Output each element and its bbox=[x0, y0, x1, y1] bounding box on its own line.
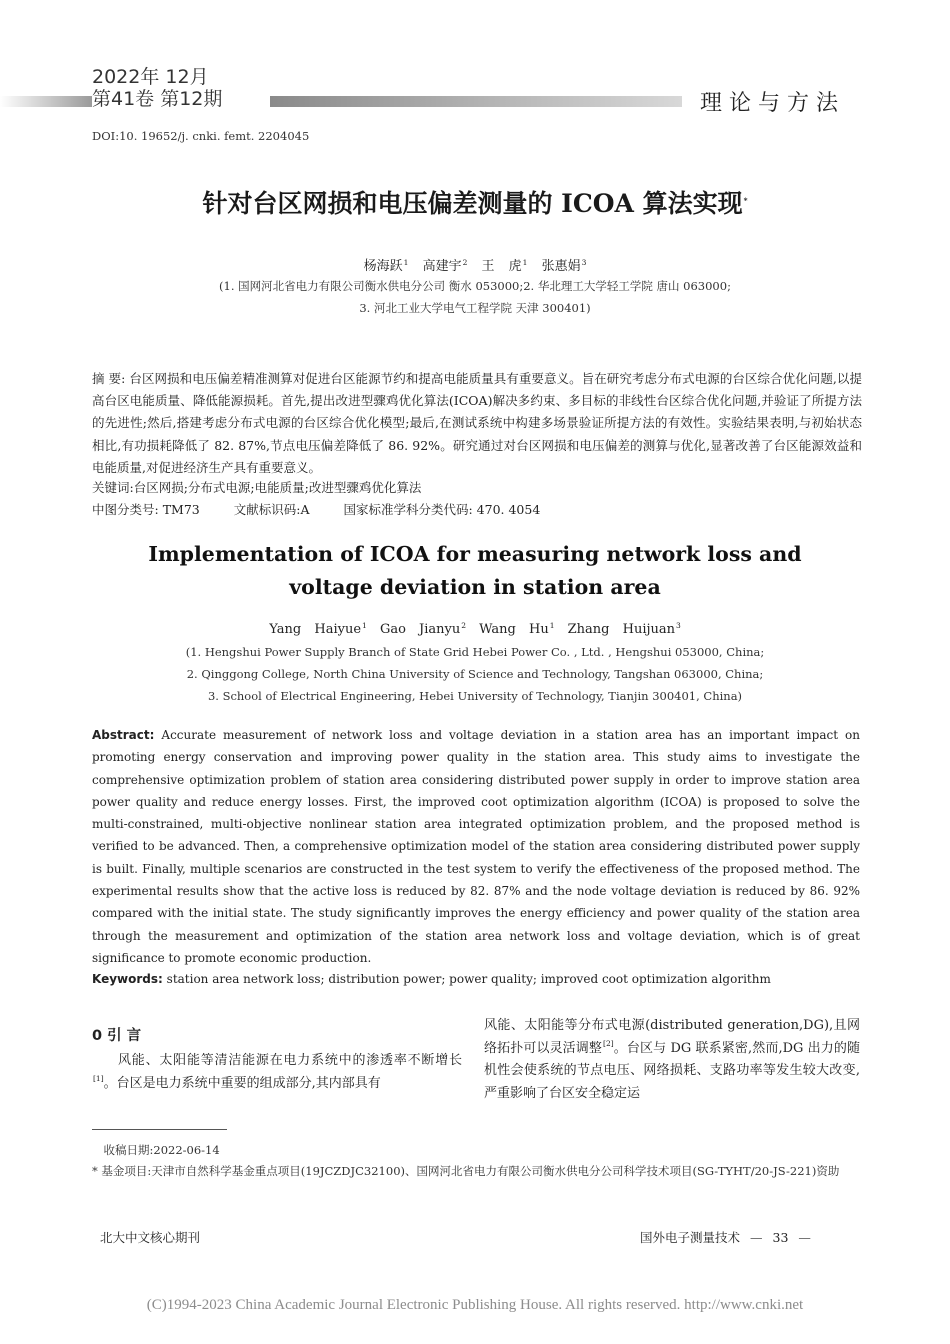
author-cn: 王 虎$^1$ bbox=[481, 257, 528, 274]
abstract-en bbox=[92, 724, 860, 969]
doc-code-value: A bbox=[300, 502, 310, 517]
abstract-cn bbox=[92, 368, 862, 479]
body-text: 。台区是电力系统中重要的组成部分,其内部具有 bbox=[103, 1075, 381, 1091]
clc-label: 中图分类号: bbox=[92, 502, 159, 517]
footer-core-journal: 北大中文核心期刊 bbox=[100, 1230, 201, 1245]
author-en: Yang Haiyue$^1$ bbox=[269, 620, 367, 637]
doi: DOI:10. 19652/j. cnki. femt. 2204045 bbox=[92, 129, 310, 143]
title-cn-footnote-mark: * bbox=[743, 195, 748, 205]
keywords-cn-label: 关键词: bbox=[92, 480, 134, 495]
authors-en bbox=[0, 622, 950, 637]
author-cn: 高建宇$^2$ bbox=[422, 257, 468, 274]
section-heading: 0 引 言 bbox=[92, 1028, 142, 1044]
footnote-funding: * 基金项目:天津市自然科学基金重点项目(19JCZDJC32100)、国网河北省电力有限公司衡水供电分公司科学技术项目(SG-TYHT/20-JS-221)资助 bbox=[92, 1164, 840, 1178]
footnote-received-date: 收稿日期:2022-06-14 bbox=[103, 1143, 220, 1157]
journal-date: 2022年 12月 bbox=[92, 66, 209, 88]
body-column-left bbox=[92, 1050, 462, 1095]
page-number: 33 bbox=[772, 1230, 789, 1245]
copyright-notice: (C)1994-2023 China Academic Journal Electronic Publishing House. All rights reserved. http://www.cnki.net bbox=[146, 1297, 804, 1313]
header-gradient-bar-middle bbox=[270, 96, 682, 107]
affiliation-en-line: 3. School of Electrical Engineering, Hebei University of Technology, Tianjin 300401, China) bbox=[207, 689, 743, 703]
classification-cn bbox=[92, 500, 540, 518]
affiliation-cn-line: 3. 河北工业大学电气工程学院 天津 300401) bbox=[359, 301, 591, 315]
abstract-en-label: Abstract: bbox=[92, 728, 155, 742]
keywords-en-label: Keywords: bbox=[92, 972, 163, 986]
abstract-cn-label: 摘 要: bbox=[92, 371, 126, 386]
citation-ref[interactable]: [2] bbox=[603, 1039, 614, 1049]
body-text: 风能、太阳能等清洁能源在电力系统中的渗透率不断增长 bbox=[118, 1053, 462, 1068]
std-code-label: 国家标准学科分类代码: bbox=[343, 502, 473, 517]
author-en: Gao Jianyu$^2$ bbox=[379, 620, 467, 637]
body-text: 风能、太阳能等分布式电源(distributed generation,DG),且网络拓扑可以灵活调整 bbox=[484, 1018, 860, 1056]
author-cn: 杨海跃$^1$ bbox=[363, 257, 409, 274]
author-cn: 张惠娟$^3$ bbox=[541, 257, 587, 274]
abstract-en-text: Accurate measurement of network loss and voltage deviation in a station area has an important impact on promoting energy conservation and improving power quality in the station area. This study aims to investigate the comprehensive optimization problem of station area considering distributed power supply in order to improve station area power quality and reduce energy losses. First, the improved coot optimization algorithm (ICOA) is proposed to solve the multi-constrained, multi-objective nonlinear station area integrated optimization problem, and the proposed method is verified to be advanced. Then, a comprehensive optimization model of the station area considering distributed power supply is built. Finally, multiple scenarios are constructed in the test system to verify the effectiveness of the proposed method. The experimental results show that the active loss is reduced by 82. 87% and the node voltage deviation is reduced by 86. 92% compared with the initial state. The study significantly improves the energy efficiency and power quality of the station area through the measurement and optimization of the station area network loss and voltage deviation, which is of great significance to promote economic production. bbox=[92, 728, 860, 965]
section-name: 理论与方法 bbox=[700, 91, 846, 116]
doc-code-label: 文献标识码: bbox=[233, 502, 301, 517]
footer-journal-page bbox=[640, 1228, 821, 1246]
footer-dash: — bbox=[750, 1230, 763, 1245]
abstract-cn-text: 台区网损和电压偏差精准测算对促进台区能源节约和提高电能质量具有重要意义。旨在研究考虑分布式电源的台区综合优化问题,以提高台区电能质量、降低能源损耗。首先,提出改进型骤鸡优化算法(ICOA)解决多约束、多目标的非线性台区综合优化问题,并验证了所提方法的先进性;然后,搭建考虑分布式电源的台区综合优化模型;最后,在测试系统中构建多场景验证所提方法的有效性。实验结果表明,与初始状态相比,有功损耗降低了 82. 87%,节点电压偏差降低了 86. 92%。研究通过对台区网损和电压偏差的测算与优化,显著改善了台区能源效益和电能质量,对促进经济生产具有重要意义。 bbox=[92, 371, 862, 475]
footnote-divider bbox=[92, 1129, 227, 1130]
footer-journal-name: 国外电子测量技术 bbox=[640, 1230, 741, 1245]
paper-title-cn bbox=[0, 184, 950, 220]
body-text: 。台区与 DG 联系紧密,然而,DG 出力的随机性会使系统的节点电压、网络损耗、支路功率等发生较大改变,严重影响了台区安全稳定运 bbox=[484, 1040, 860, 1101]
title-cn-text: 针对台区网损和电压偏差测量的 ICOA 算法实现 bbox=[202, 189, 743, 218]
keywords-cn-text: 台区网损;分布式电源;电能质量;改进型骤鸡优化算法 bbox=[133, 480, 422, 495]
journal-issue: 第41卷 第12期 bbox=[92, 88, 223, 110]
clc-value: TM73 bbox=[162, 502, 200, 517]
keywords-en bbox=[92, 972, 771, 986]
affiliation-en-line: (1. Hengshui Power Supply Branch of State Grid Hebei Power Co. , Ltd. , Hengshui 053000, China; bbox=[185, 645, 765, 659]
author-en: Wang Hu$^1$ bbox=[479, 620, 555, 637]
affiliation-cn-line: (1. 国网河北省电力有限公司衡水供电分公司 衡水 053000;2. 华北理工大学轻工学院 唐山 063000; bbox=[219, 279, 731, 293]
keywords-cn bbox=[92, 478, 421, 496]
keywords-en-text: station area network loss; distribution power; power quality; improved coot optimization algorithm bbox=[166, 972, 771, 986]
std-code-value: 470. 4054 bbox=[476, 502, 541, 517]
body-column-right bbox=[484, 1015, 860, 1105]
citation-ref[interactable]: [1] bbox=[93, 1074, 104, 1084]
affiliation-en-line: 2. Qinggong College, North China University of Science and Technology, Tangshan 063000, China; bbox=[186, 667, 764, 681]
author-en: Zhang Huijuan$^3$ bbox=[567, 620, 681, 637]
paper-title-en-line: Implementation of ICOA for measuring network loss and bbox=[148, 542, 802, 566]
paper-title-en-line: voltage deviation in station area bbox=[289, 575, 661, 599]
authors-cn bbox=[0, 255, 950, 274]
footer-dash: — bbox=[798, 1230, 811, 1245]
header-gradient-bar-left bbox=[0, 96, 92, 107]
